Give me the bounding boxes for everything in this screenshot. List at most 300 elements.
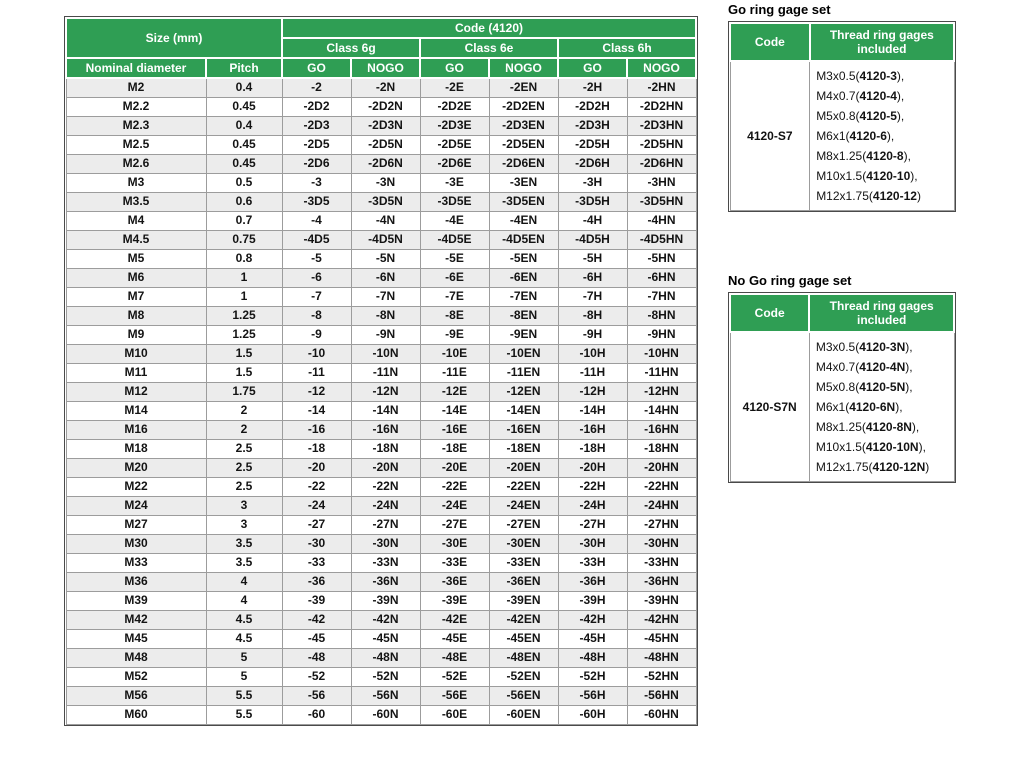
go-6h-cell: -22H [558, 477, 627, 496]
nominal-diameter-cell: M3 [66, 173, 206, 192]
go-6h-cell: -4D5H [558, 230, 627, 249]
nogo-6e-cell: -12EN [489, 382, 558, 401]
nominal-diameter-cell: M18 [66, 439, 206, 458]
go-6g-cell: -10 [282, 344, 351, 363]
table-row [66, 268, 696, 287]
go-6e-cell: -5E [420, 249, 489, 268]
nogo-6h-cell: -4HN [627, 211, 696, 230]
go-6h-cell: -20H [558, 458, 627, 477]
go-6g-cell: -18 [282, 439, 351, 458]
nogo-6e-cell: -33EN [489, 553, 558, 572]
go-6e-cell: -2D2E [420, 97, 489, 116]
nogo-6g-cell: -45N [351, 629, 420, 648]
size-group-header: Size (mm) [66, 18, 282, 58]
go-set-code: 4120-S7 [730, 61, 810, 211]
go-6g-cell: -22 [282, 477, 351, 496]
nogo-6e-cell: -45EN [489, 629, 558, 648]
nogo-6e-cell: -22EN [489, 477, 558, 496]
go-6e-cell: -12E [420, 382, 489, 401]
nogo-6h-header: NOGO [627, 58, 696, 78]
nogo-6e-cell: -11EN [489, 363, 558, 382]
go-6g-cell: -42 [282, 610, 351, 629]
go-6g-cell: -30 [282, 534, 351, 553]
nogo-6e-cell: -24EN [489, 496, 558, 515]
go-6e-cell: -9E [420, 325, 489, 344]
nogo-6g-cell: -27N [351, 515, 420, 534]
go-6h-cell: -10H [558, 344, 627, 363]
nominal-diameter-cell: M3.5 [66, 192, 206, 211]
gage-item: M10x1.5(4120-10N), [815, 440, 926, 454]
go-6g-cell: -9 [282, 325, 351, 344]
table-header [66, 18, 696, 78]
nogo-6e-cell: -4D5EN [489, 230, 558, 249]
nominal-diameter-cell: M33 [66, 553, 206, 572]
class-6e-header: Class 6e [420, 38, 558, 58]
go-set-included-header: Thread ring gages included [810, 23, 954, 61]
pitch-cell: 1.5 [206, 363, 282, 382]
pitch-cell: 0.7 [206, 211, 282, 230]
table-row [66, 420, 696, 439]
go-6h-cell: -2H [558, 78, 627, 97]
go-6h-cell: -12H [558, 382, 627, 401]
go-6e-cell: -30E [420, 534, 489, 553]
go-6e-cell: -33E [420, 553, 489, 572]
nominal-diameter-cell: M24 [66, 496, 206, 515]
nominal-diameter-cell: M14 [66, 401, 206, 420]
nominal-diameter-cell: M4 [66, 211, 206, 230]
go-6g-cell: -48 [282, 648, 351, 667]
go-6h-cell: -30H [558, 534, 627, 553]
nominal-diameter-cell: M4.5 [66, 230, 206, 249]
go-6g-cell: -2D3 [282, 116, 351, 135]
go-6e-cell: -2D5E [420, 135, 489, 154]
nogo-6h-cell: -3HN [627, 173, 696, 192]
nogo-6h-cell: -9HN [627, 325, 696, 344]
go-6g-cell: -4 [282, 211, 351, 230]
pitch-cell: 1 [206, 287, 282, 306]
go-6h-cell: -3D5H [558, 192, 627, 211]
nominal-diameter-cell: M42 [66, 610, 206, 629]
gage-item: M12x1.75(4120-12N) [815, 460, 930, 474]
table-row [66, 401, 696, 420]
nogo-6e-cell: -27EN [489, 515, 558, 534]
nominal-diameter-cell: M45 [66, 629, 206, 648]
go-6h-cell: -18H [558, 439, 627, 458]
nogo-6g-cell: -4N [351, 211, 420, 230]
nogo-6g-cell: -22N [351, 477, 420, 496]
nogo-6e-cell: -2D6EN [489, 154, 558, 173]
go-6g-cell: -36 [282, 572, 351, 591]
gage-item: M5x0.8(4120-5), [816, 109, 905, 123]
nominal-diameter-cell: M52 [66, 667, 206, 686]
go-6e-cell: -3D5E [420, 192, 489, 211]
nominal-diameter-cell: M30 [66, 534, 206, 553]
gage-item: M6x1(4120-6N), [815, 400, 903, 414]
table-row [66, 154, 696, 173]
go-6e-cell: -6E [420, 268, 489, 287]
pitch-cell: 3.5 [206, 534, 282, 553]
pitch-cell: 0.75 [206, 230, 282, 249]
go-6g-cell: -14 [282, 401, 351, 420]
pitch-cell: 2.5 [206, 477, 282, 496]
go-6h-cell: -6H [558, 268, 627, 287]
go-6g-cell: -3 [282, 173, 351, 192]
table-row [66, 591, 696, 610]
gage-item: M10x1.5(4120-10), [816, 169, 918, 183]
go-6e-cell: -24E [420, 496, 489, 515]
go-6e-cell: -27E [420, 515, 489, 534]
go-6h-cell: -33H [558, 553, 627, 572]
nogo-6h-cell: -24HN [627, 496, 696, 515]
go-6e-cell: -16E [420, 420, 489, 439]
nogo-6h-cell: -30HN [627, 534, 696, 553]
pitch-cell: 0.45 [206, 97, 282, 116]
nogo-6g-cell: -11N [351, 363, 420, 382]
nogo-6e-cell: -2D2EN [489, 97, 558, 116]
table-row [66, 686, 696, 705]
nogo-6h-cell: -2D3HN [627, 116, 696, 135]
nogo-6e-cell: -39EN [489, 591, 558, 610]
go-6h-cell: -36H [558, 572, 627, 591]
table-row [66, 78, 696, 97]
nogo-6h-cell: -8HN [627, 306, 696, 325]
nogo-6e-cell: -42EN [489, 610, 558, 629]
nominal-diameter-cell: M36 [66, 572, 206, 591]
nominal-diameter-cell: M7 [66, 287, 206, 306]
table-row [66, 705, 696, 724]
nogo-6e-cell: -5EN [489, 249, 558, 268]
nogo-6e-cell: -3D5EN [489, 192, 558, 211]
nogo-set-title: No Go ring gage set [728, 273, 852, 288]
table-row [66, 629, 696, 648]
go-6e-cell: -2D3E [420, 116, 489, 135]
table-row [66, 572, 696, 591]
nogo-6g-cell: -10N [351, 344, 420, 363]
nogo-6e-cell: -4EN [489, 211, 558, 230]
pitch-cell: 2 [206, 420, 282, 439]
gage-item: M6x1(4120-6), [816, 129, 895, 143]
nogo-6g-cell: -12N [351, 382, 420, 401]
go-6h-cell: -2D6H [558, 154, 627, 173]
go-6g-cell: -2 [282, 78, 351, 97]
nominal-diameter-cell: M11 [66, 363, 206, 382]
go-6h-cell: -52H [558, 667, 627, 686]
pitch-cell: 5 [206, 648, 282, 667]
go-6h-cell: -8H [558, 306, 627, 325]
go-6e-cell: -4D5E [420, 230, 489, 249]
go-6e-cell: -7E [420, 287, 489, 306]
nominal-diameter-cell: M20 [66, 458, 206, 477]
pitch-cell: 4 [206, 572, 282, 591]
thread-gage-code-table-frame [64, 16, 698, 726]
go-6g-cell: -20 [282, 458, 351, 477]
nogo-6g-cell: -2D3N [351, 116, 420, 135]
table-row [66, 211, 696, 230]
go-6h-cell: -42H [558, 610, 627, 629]
table-row [66, 534, 696, 553]
go-6g-cell: -11 [282, 363, 351, 382]
nogo-6h-cell: -39HN [627, 591, 696, 610]
nogo-6h-cell: -45HN [627, 629, 696, 648]
go-6h-cell: -9H [558, 325, 627, 344]
go-6e-cell: -52E [420, 667, 489, 686]
go-6g-cell: -24 [282, 496, 351, 515]
nominal-diameter-cell: M39 [66, 591, 206, 610]
go-6g-cell: -60 [282, 705, 351, 724]
go-set-panel-frame [728, 21, 956, 212]
go-6e-cell: -10E [420, 344, 489, 363]
nominal-diameter-cell: M48 [66, 648, 206, 667]
nogo-6g-cell: -4D5N [351, 230, 420, 249]
nogo-6h-cell: -2D5HN [627, 135, 696, 154]
nogo-6h-cell: -7HN [627, 287, 696, 306]
pitch-cell: 4 [206, 591, 282, 610]
pitch-cell: 3.5 [206, 553, 282, 572]
nogo-set-items [809, 332, 954, 482]
nogo-6h-cell: -42HN [627, 610, 696, 629]
go-6e-cell: -36E [420, 572, 489, 591]
nogo-6e-cell: -8EN [489, 306, 558, 325]
nominal-diameter-cell: M8 [66, 306, 206, 325]
go-set-items [810, 61, 954, 211]
nogo-6h-cell: -16HN [627, 420, 696, 439]
nogo-6h-cell: -22HN [627, 477, 696, 496]
nogo-6g-header: NOGO [351, 58, 420, 78]
nogo-6e-cell: -18EN [489, 439, 558, 458]
nogo-6h-cell: -3D5HN [627, 192, 696, 211]
gage-item: M3x0.5(4120-3), [816, 69, 905, 83]
nominal-diameter-cell: M5 [66, 249, 206, 268]
nogo-6h-cell: -11HN [627, 363, 696, 382]
nogo-6e-cell: -20EN [489, 458, 558, 477]
nogo-6h-cell: -4D5HN [627, 230, 696, 249]
table-row [66, 382, 696, 401]
go-6h-cell: -14H [558, 401, 627, 420]
go-6e-cell: -11E [420, 363, 489, 382]
class-6g-header: Class 6g [282, 38, 420, 58]
go-6e-cell: -18E [420, 439, 489, 458]
nogo-6e-cell: -56EN [489, 686, 558, 705]
table-row [66, 363, 696, 382]
nogo-6h-cell: -10HN [627, 344, 696, 363]
nominal-diameter-header: Nominal diameter [66, 58, 206, 78]
nogo-6e-cell: -52EN [489, 667, 558, 686]
pitch-cell: 0.4 [206, 78, 282, 97]
go-6e-header: GO [420, 58, 489, 78]
nominal-diameter-cell: M2.5 [66, 135, 206, 154]
table-row [66, 249, 696, 268]
nogo-set-code-header: Code [730, 294, 809, 332]
go-6g-cell: -12 [282, 382, 351, 401]
nominal-diameter-cell: M2 [66, 78, 206, 97]
go-6h-cell: -7H [558, 287, 627, 306]
nogo-6h-cell: -18HN [627, 439, 696, 458]
nogo-6g-cell: -9N [351, 325, 420, 344]
nominal-diameter-cell: M16 [66, 420, 206, 439]
gage-item: M5x0.8(4120-5N), [815, 380, 913, 394]
go-6g-cell: -5 [282, 249, 351, 268]
go-6h-cell: -48H [558, 648, 627, 667]
go-6e-cell: -39E [420, 591, 489, 610]
nogo-6e-cell: -6EN [489, 268, 558, 287]
pitch-cell: 3 [206, 515, 282, 534]
nominal-diameter-cell: M6 [66, 268, 206, 287]
go-6g-cell: -33 [282, 553, 351, 572]
nominal-diameter-cell: M27 [66, 515, 206, 534]
pitch-header: Pitch [206, 58, 282, 78]
nogo-6e-cell: -9EN [489, 325, 558, 344]
go-6g-cell: -45 [282, 629, 351, 648]
pitch-cell: 3 [206, 496, 282, 515]
go-6g-cell: -8 [282, 306, 351, 325]
go-6h-cell: -56H [558, 686, 627, 705]
table-row [66, 192, 696, 211]
nominal-diameter-cell: M2.6 [66, 154, 206, 173]
gage-item: M8x1.25(4120-8), [816, 149, 911, 163]
nogo-6h-cell: -36HN [627, 572, 696, 591]
side-panels [728, 0, 956, 488]
nogo-6g-cell: -48N [351, 648, 420, 667]
table-body [66, 78, 696, 724]
nogo-set-included-header: Thread ring gages included [809, 294, 954, 332]
pitch-cell: 4.5 [206, 629, 282, 648]
thread-gage-code-table [65, 17, 697, 725]
nogo-6g-cell: -36N [351, 572, 420, 591]
go-6h-cell: -4H [558, 211, 627, 230]
nogo-6g-cell: -2D2N [351, 97, 420, 116]
go-6h-cell: -60H [558, 705, 627, 724]
nogo-6h-cell: -6HN [627, 268, 696, 287]
nogo-6h-cell: -52HN [627, 667, 696, 686]
go-6h-cell: -11H [558, 363, 627, 382]
nominal-diameter-cell: M2.2 [66, 97, 206, 116]
go-6h-cell: -24H [558, 496, 627, 515]
go-6g-cell: -39 [282, 591, 351, 610]
go-6g-cell: -56 [282, 686, 351, 705]
nogo-6e-cell: -2D3EN [489, 116, 558, 135]
pitch-cell: 2 [206, 401, 282, 420]
go-6h-cell: -39H [558, 591, 627, 610]
pitch-cell: 0.5 [206, 173, 282, 192]
nogo-6e-cell: -16EN [489, 420, 558, 439]
go-6e-cell: -22E [420, 477, 489, 496]
go-6e-cell: -60E [420, 705, 489, 724]
table-row [66, 667, 696, 686]
table-row [66, 344, 696, 363]
go-6e-cell: -3E [420, 173, 489, 192]
gage-item: M8x1.25(4120-8N), [815, 420, 920, 434]
go-6h-header: GO [558, 58, 627, 78]
nogo-6e-cell: -14EN [489, 401, 558, 420]
nogo-6h-cell: -2HN [627, 78, 696, 97]
table-row [66, 116, 696, 135]
nogo-6g-cell: -3D5N [351, 192, 420, 211]
go-6g-cell: -27 [282, 515, 351, 534]
go-6g-cell: -7 [282, 287, 351, 306]
go-6e-cell: -56E [420, 686, 489, 705]
table-row [66, 439, 696, 458]
nominal-diameter-cell: M2.3 [66, 116, 206, 135]
pitch-cell: 0.45 [206, 135, 282, 154]
gage-item: M4x0.7(4120-4), [816, 89, 905, 103]
nogo-6h-cell: -12HN [627, 382, 696, 401]
gage-item: M12x1.75(4120-12) [816, 189, 921, 203]
go-6h-cell: -2D5H [558, 135, 627, 154]
table-row [66, 230, 696, 249]
pitch-cell: 1.5 [206, 344, 282, 363]
code-group-header: Code (4120) [282, 18, 696, 38]
pitch-cell: 1.75 [206, 382, 282, 401]
nogo-6h-cell: -2D6HN [627, 154, 696, 173]
nogo-6e-cell: -36EN [489, 572, 558, 591]
nominal-diameter-cell: M22 [66, 477, 206, 496]
table-row [66, 97, 696, 116]
nominal-diameter-cell: M9 [66, 325, 206, 344]
nogo-6g-cell: -8N [351, 306, 420, 325]
go-6g-cell: -16 [282, 420, 351, 439]
nogo-6h-cell: -33HN [627, 553, 696, 572]
go-6g-cell: -2D6 [282, 154, 351, 173]
table-row [66, 173, 696, 192]
go-6g-cell: -4D5 [282, 230, 351, 249]
pitch-cell: 0.8 [206, 249, 282, 268]
nogo-6e-cell: -30EN [489, 534, 558, 553]
pitch-cell: 2.5 [206, 458, 282, 477]
pitch-cell: 0.6 [206, 192, 282, 211]
table-row [66, 325, 696, 344]
nogo-6g-cell: -14N [351, 401, 420, 420]
go-6g-cell: -2D2 [282, 97, 351, 116]
table-row [66, 648, 696, 667]
nogo-set-code: 4120-S7N [730, 332, 809, 482]
nogo-6h-cell: -60HN [627, 705, 696, 724]
table-row [66, 287, 696, 306]
go-6h-cell: -45H [558, 629, 627, 648]
nogo-6g-cell: -2N [351, 78, 420, 97]
nogo-6e-cell: -48EN [489, 648, 558, 667]
nogo-6h-cell: -27HN [627, 515, 696, 534]
pitch-cell: 5.5 [206, 705, 282, 724]
nogo-6h-cell: -2D2HN [627, 97, 696, 116]
gage-item: M4x0.7(4120-4N), [815, 360, 913, 374]
nogo-set-table [729, 293, 955, 482]
go-6g-header: GO [282, 58, 351, 78]
nogo-6g-cell: -3N [351, 173, 420, 192]
go-6h-cell: -2D3H [558, 116, 627, 135]
nominal-diameter-cell: M56 [66, 686, 206, 705]
pitch-cell: 1.25 [206, 325, 282, 344]
nogo-6h-cell: -5HN [627, 249, 696, 268]
go-6h-cell: -3H [558, 173, 627, 192]
go-6h-cell: -2D2H [558, 97, 627, 116]
go-6e-cell: -2D6E [420, 154, 489, 173]
class-6h-header: Class 6h [558, 38, 696, 58]
pitch-cell: 1.25 [206, 306, 282, 325]
pitch-cell: 5.5 [206, 686, 282, 705]
table-row [66, 553, 696, 572]
nogo-6g-cell: -30N [351, 534, 420, 553]
go-6e-cell: -48E [420, 648, 489, 667]
go-6h-cell: -27H [558, 515, 627, 534]
go-6h-cell: -16H [558, 420, 627, 439]
nogo-6h-cell: -20HN [627, 458, 696, 477]
nogo-6h-cell: -14HN [627, 401, 696, 420]
nogo-6g-cell: -2D6N [351, 154, 420, 173]
go-6e-cell: -4E [420, 211, 489, 230]
table-row [66, 496, 696, 515]
go-6g-cell: -6 [282, 268, 351, 287]
go-set-code-header: Code [730, 23, 810, 61]
